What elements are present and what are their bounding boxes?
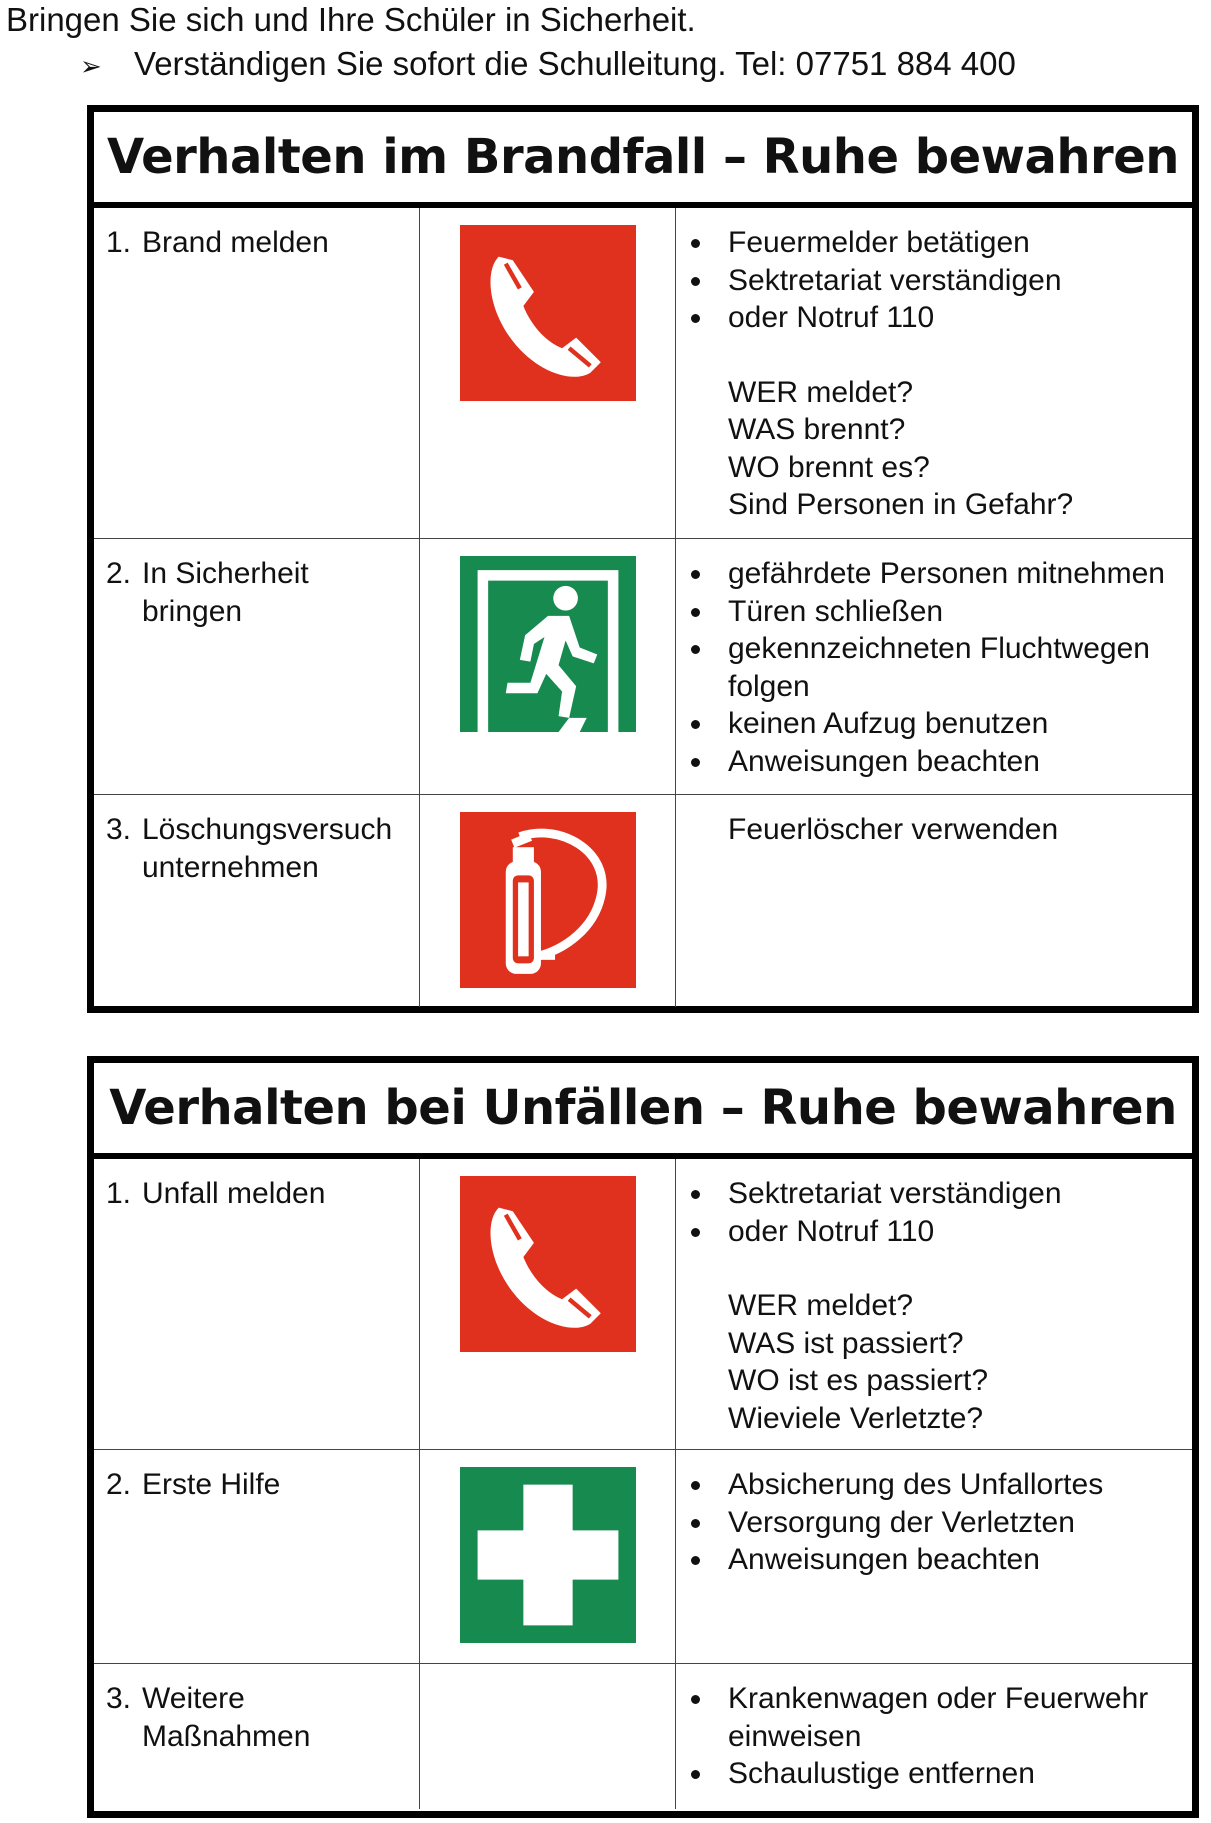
table-row (94, 208, 1192, 539)
step-details (676, 1664, 1192, 1809)
list-item: Krankenwagen oder Feuerwehr einweisen (686, 1680, 1182, 1755)
accident-table-title: Verhalten bei Unfällen – Ruhe bewahren (94, 1063, 1192, 1159)
list-item: gefährdete Personen mitnehmen (686, 555, 1182, 593)
step-label: 2. Erste Hilfe (94, 1450, 420, 1663)
table-row (94, 539, 1192, 795)
list-item: oder Notruf 110 (686, 299, 1182, 337)
question-line: WO brennt es? (728, 450, 930, 484)
table-row (94, 1450, 1192, 1664)
step-label: 3. Löschungsversuch unternehmen (94, 795, 420, 1007)
step-text: Feuerlöscher verwenden (728, 813, 1059, 846)
intro-bullet-text: Verständigen Sie sofort die Schulleitung. Tel: 07751 884 400 (134, 45, 1016, 82)
emergency-phone-icon (460, 1176, 636, 1352)
step-details (676, 208, 1192, 538)
table-row (94, 1664, 1192, 1809)
fire-table-title: Verhalten im Brandfall – Ruhe bewahren (94, 112, 1192, 208)
list-item: keinen Aufzug benutzen (686, 705, 1182, 743)
list-item: Feuermelder betätigen (686, 224, 1182, 262)
list-item: gekennzeichneten Fluchtwegen folgen (686, 630, 1182, 705)
step-label: 1. Brand melden (94, 208, 420, 538)
step-details (676, 539, 1192, 794)
list-item: Sektretariat verständigen (686, 1175, 1182, 1213)
step-label: 3. Weitere Maßnahmen (94, 1664, 420, 1809)
question-line: WO ist es passiert? (728, 1364, 989, 1397)
step-label: 1. Unfall melden (94, 1159, 420, 1449)
arrow-bullet-icon: ➢ (80, 51, 102, 81)
table-row (94, 1159, 1192, 1450)
accident-procedure-table (87, 1056, 1199, 1818)
table-row (94, 795, 1192, 1007)
list-item: Absicherung des Unfallortes (686, 1466, 1182, 1504)
fire-procedure-table (87, 105, 1199, 1013)
question-line: WER meldet? (728, 1289, 914, 1322)
step-details (676, 795, 1192, 1007)
list-item: Anweisungen beachten (686, 1541, 1182, 1579)
list-item: Sektretariat verständigen (686, 262, 1182, 300)
list-item: Anweisungen beachten (686, 743, 1182, 781)
list-item: Türen schließen (686, 593, 1182, 631)
question-line: WAS ist passiert? (728, 1326, 964, 1360)
emergency-exit-icon (460, 556, 636, 732)
intro-text: Bringen Sie sich und Ihre Schüler in Sicherheit. (6, 1, 696, 38)
question-line: Sind Personen in Gefahr? (728, 488, 1074, 521)
list-item: oder Notruf 110 (686, 1213, 1182, 1251)
question-line: Wieviele Verletzte? (728, 1401, 984, 1435)
question-line: WAS brennt? (728, 413, 906, 446)
list-item: Versorgung der Verletzten (686, 1504, 1182, 1542)
first-aid-icon (460, 1467, 636, 1643)
fire-extinguisher-icon (460, 812, 636, 988)
emergency-phone-icon (460, 225, 636, 401)
question-line: WER meldet? (728, 375, 914, 409)
step-details (676, 1450, 1192, 1663)
step-details (676, 1159, 1192, 1449)
intro-bullet (80, 44, 1016, 86)
step-label: 2. In Sicherheit bringen (94, 539, 420, 794)
list-item: Schaulustige entfernen (686, 1755, 1182, 1793)
